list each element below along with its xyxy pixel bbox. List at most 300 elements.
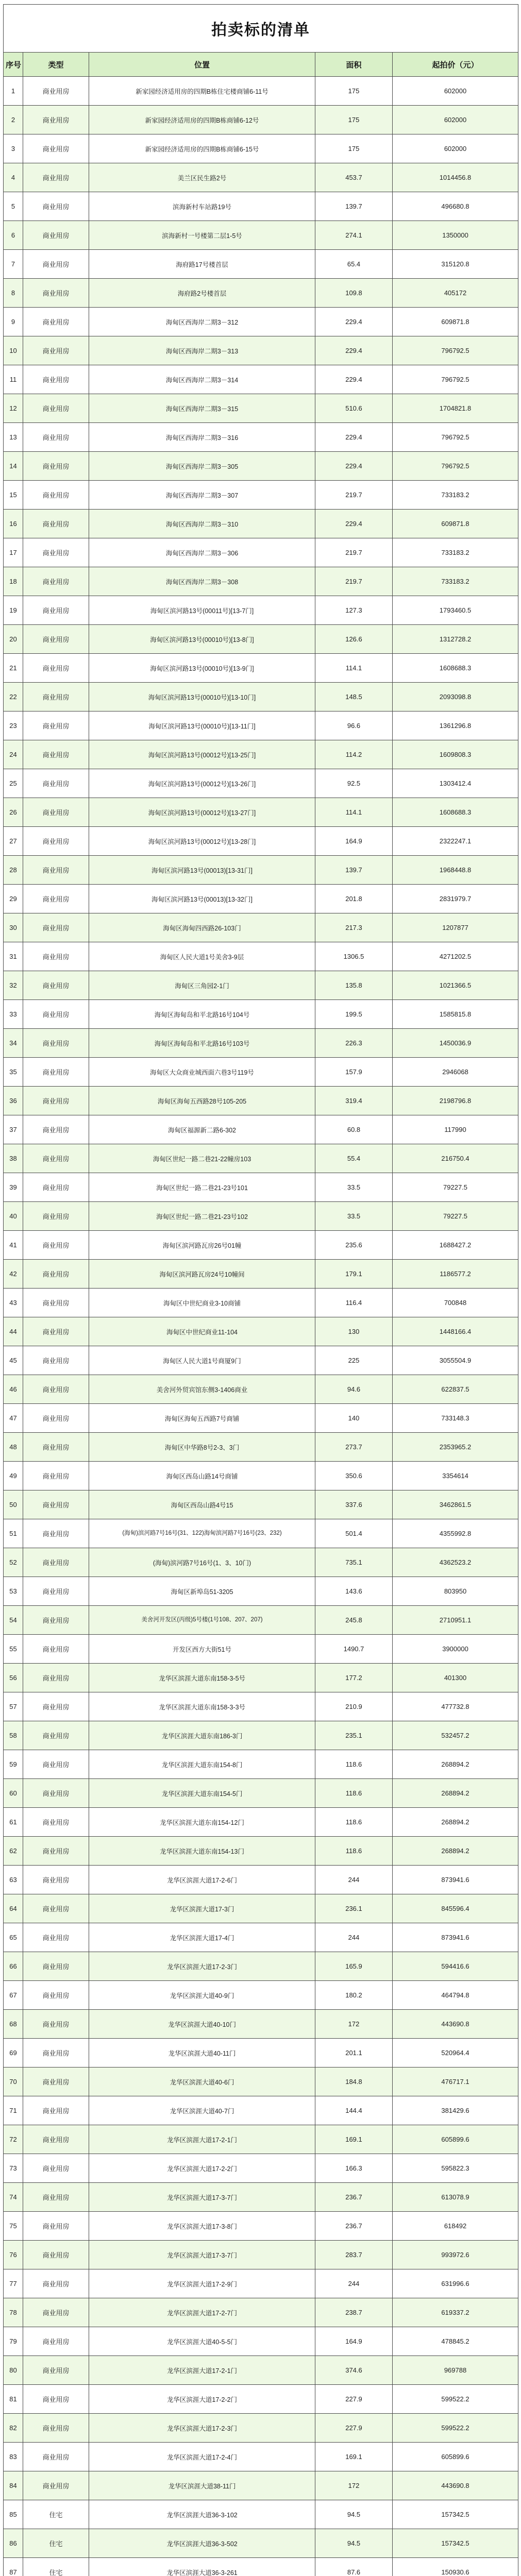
cell-location: 海甸区滨河路13号(00012号)[13-26门] [89, 769, 315, 798]
cell-type: 商业用房 [23, 1462, 89, 1490]
cell-location: 海甸区滨河路13号(00011号)[13-7门] [89, 596, 315, 625]
cell-no: 64 [4, 1894, 23, 1923]
cell-price: 2353965.2 [393, 1433, 518, 1462]
cell-no: 77 [4, 2269, 23, 2298]
table-row [4, 711, 518, 740]
table-row [4, 2414, 518, 2443]
cell-area: 244 [315, 1923, 393, 1952]
cell-area: 273.7 [315, 1433, 393, 1462]
cell-location: 海甸区福源新二路6-302 [89, 1115, 315, 1144]
cell-type: 商业用房 [23, 1058, 89, 1087]
cell-location: 海甸区中华路8号2-3、3门 [89, 1433, 315, 1462]
cell-type: 商业用房 [23, 365, 89, 394]
cell-location: 美舍河外贸宾馆东侧3-1406商业 [89, 1375, 315, 1404]
cell-price: 796792.5 [393, 336, 518, 365]
cell-type: 商业用房 [23, 1837, 89, 1866]
cell-type: 住宅 [23, 2558, 89, 2576]
cell-location: 龙华区滨涯大道36-3-261 [89, 2558, 315, 2576]
cell-no: 41 [4, 1231, 23, 1260]
cell-type: 商业用房 [23, 1577, 89, 1606]
cell-no: 50 [4, 1490, 23, 1519]
cell-no: 13 [4, 423, 23, 452]
table-row [4, 2010, 518, 2039]
cell-no: 18 [4, 567, 23, 596]
cell-area: 236.7 [315, 2212, 393, 2241]
table-row [4, 2039, 518, 2067]
cell-location: 龙华区滨涯大道17-2-2门 [89, 2385, 315, 2414]
table-row [4, 1260, 518, 1289]
cell-area: 33.5 [315, 1202, 393, 1231]
cell-location: 龙华区滨涯大道17-2-3门 [89, 2414, 315, 2443]
cell-location: 海甸区海甸五西路7号商铺 [89, 1404, 315, 1433]
cell-type: 商业用房 [23, 2241, 89, 2269]
cell-location: 龙华区滨涯大道17-2-7门 [89, 2298, 315, 2327]
table-row [4, 1981, 518, 2010]
cell-no: 24 [4, 740, 23, 769]
cell-area: 219.7 [315, 538, 393, 567]
cell-price: 602000 [393, 134, 518, 163]
cell-area: 201.1 [315, 2039, 393, 2067]
cell-location: 龙华区滨涯大道40-6门 [89, 2067, 315, 2096]
cell-type: 商业用房 [23, 1981, 89, 2010]
cell-no: 72 [4, 2125, 23, 2154]
cell-price: 2710951.1 [393, 1606, 518, 1635]
cell-location: 龙华区滨涯大道东南154-8门 [89, 1750, 315, 1779]
cell-area: 175 [315, 77, 393, 106]
cell-price: 315120.8 [393, 250, 518, 279]
cell-price: 873941.6 [393, 1866, 518, 1894]
cell-area: 235.6 [315, 1231, 393, 1260]
cell-type: 商业用房 [23, 279, 89, 308]
table-row [4, 885, 518, 913]
cell-price: 622837.5 [393, 1375, 518, 1404]
table-row [4, 798, 518, 827]
cell-no: 66 [4, 1952, 23, 1981]
cell-no: 14 [4, 452, 23, 481]
cell-area: 143.6 [315, 1577, 393, 1606]
table-row [4, 1317, 518, 1346]
cell-location: 龙华区滨涯大道东南154-12门 [89, 1808, 315, 1837]
cell-area: 374.6 [315, 2356, 393, 2385]
table-row [4, 2154, 518, 2183]
cell-no: 46 [4, 1375, 23, 1404]
cell-price: 605899.6 [393, 2443, 518, 2471]
cell-type: 商业用房 [23, 856, 89, 885]
cell-location: 海甸区世纪一路二巷21-22幢房103 [89, 1144, 315, 1173]
cell-location: 龙华区滨涯大道东南154-5门 [89, 1779, 315, 1808]
table-row [4, 1606, 518, 1635]
cell-location: 海甸区西海岸二期3－316 [89, 423, 315, 452]
cell-no: 68 [4, 2010, 23, 2039]
table-row [4, 1462, 518, 1490]
cell-price: 619337.2 [393, 2298, 518, 2327]
cell-type: 商业用房 [23, 2125, 89, 2154]
cell-type: 商业用房 [23, 942, 89, 971]
table-row [4, 481, 518, 510]
cell-type: 商业用房 [23, 2183, 89, 2212]
cell-price: 602000 [393, 77, 518, 106]
cell-price: 1312728.2 [393, 625, 518, 654]
cell-area: 1490.7 [315, 1635, 393, 1664]
table-row [4, 279, 518, 308]
cell-price: 803950 [393, 1577, 518, 1606]
table-row [4, 1750, 518, 1779]
cell-no: 6 [4, 221, 23, 250]
cell-no: 34 [4, 1029, 23, 1058]
cell-area: 217.3 [315, 913, 393, 942]
cell-price: 157342.5 [393, 2529, 518, 2558]
cell-area: 177.2 [315, 1664, 393, 1692]
cell-no: 8 [4, 279, 23, 308]
cell-no: 54 [4, 1606, 23, 1635]
cell-location: 龙华区滨涯大道17-2-9门 [89, 2269, 315, 2298]
cell-location: 海甸区西海岸二期3－314 [89, 365, 315, 394]
cell-area: 201.8 [315, 885, 393, 913]
cell-no: 84 [4, 2471, 23, 2500]
cell-type: 商业用房 [23, 1433, 89, 1462]
table-row [4, 2269, 518, 2298]
cell-location: 滨海新村一号楼第二层1-5号 [89, 221, 315, 250]
cell-type: 商业用房 [23, 1606, 89, 1635]
cell-location: 龙华区滨涯大道17-3-7门 [89, 2183, 315, 2212]
cell-no: 44 [4, 1317, 23, 1346]
cell-no: 79 [4, 2327, 23, 2356]
cell-no: 30 [4, 913, 23, 942]
cell-area: 210.9 [315, 1692, 393, 1721]
table-row [4, 1721, 518, 1750]
cell-type: 商业用房 [23, 798, 89, 827]
cell-price: 117990 [393, 1115, 518, 1144]
table-row [4, 769, 518, 798]
table-row [4, 1202, 518, 1231]
cell-price: 1450036.9 [393, 1029, 518, 1058]
table-row [4, 971, 518, 1000]
cell-price: 613078.9 [393, 2183, 518, 2212]
cell-no: 23 [4, 711, 23, 740]
cell-location: 海府路2号楼首层 [89, 279, 315, 308]
table-row [4, 2471, 518, 2500]
cell-price: 595822.3 [393, 2154, 518, 2183]
cell-area: 114.1 [315, 798, 393, 827]
cell-area: 510.6 [315, 394, 393, 423]
cell-area: 96.6 [315, 711, 393, 740]
cell-location: 龙华区滨涯大道东南154-13门 [89, 1837, 315, 1866]
cell-price: 733183.2 [393, 538, 518, 567]
cell-type: 商业用房 [23, 1750, 89, 1779]
cell-area: 165.9 [315, 1952, 393, 1981]
cell-area: 236.7 [315, 2183, 393, 2212]
cell-area: 236.1 [315, 1894, 393, 1923]
table-row [4, 1779, 518, 1808]
table-row [4, 942, 518, 971]
cell-type: 商业用房 [23, 1635, 89, 1664]
cell-price: 405172 [393, 279, 518, 308]
cell-type: 商业用房 [23, 1289, 89, 1317]
cell-location: 海甸区海甸岛和平北路16号103号 [89, 1029, 315, 1058]
cell-area: 166.3 [315, 2154, 393, 2183]
cell-price: 496680.8 [393, 192, 518, 221]
table-row [4, 1404, 518, 1433]
cell-location: (海甸)滨河路7号16号(31、122)海甸滨河路7号16号(23、232) [89, 1519, 315, 1548]
table-row [4, 1058, 518, 1087]
cell-type: 商业用房 [23, 481, 89, 510]
header-area: 面积 [315, 53, 393, 77]
table-row [4, 221, 518, 250]
table-row [4, 740, 518, 769]
cell-no: 83 [4, 2443, 23, 2471]
cell-no: 47 [4, 1404, 23, 1433]
cell-area: 164.9 [315, 2327, 393, 2356]
cell-location: 海甸区滨河路13号(00012号)[13-27门] [89, 798, 315, 827]
cell-area: 116.4 [315, 1289, 393, 1317]
cell-price: 3354614 [393, 1462, 518, 1490]
cell-no: 11 [4, 365, 23, 394]
cell-location: 海甸区中世纪商业3-10商铺 [89, 1289, 315, 1317]
table-row [4, 1289, 518, 1317]
cell-no: 25 [4, 769, 23, 798]
cell-no: 45 [4, 1346, 23, 1375]
cell-type: 商业用房 [23, 1808, 89, 1837]
cell-location: 龙华区滨涯大道40-7门 [89, 2096, 315, 2125]
cell-area: 139.7 [315, 192, 393, 221]
cell-no: 12 [4, 394, 23, 423]
cell-no: 31 [4, 942, 23, 971]
cell-type: 商业用房 [23, 1952, 89, 1981]
cell-type: 商业用房 [23, 1894, 89, 1923]
cell-type: 商业用房 [23, 827, 89, 856]
table-row [4, 1000, 518, 1029]
cell-no: 59 [4, 1750, 23, 1779]
cell-area: 350.6 [315, 1462, 393, 1490]
cell-type: 商业用房 [23, 77, 89, 106]
cell-no: 16 [4, 510, 23, 538]
table-row [4, 596, 518, 625]
cell-price: 609871.8 [393, 510, 518, 538]
cell-price: 733183.2 [393, 481, 518, 510]
cell-no: 36 [4, 1087, 23, 1115]
cell-no: 69 [4, 2039, 23, 2067]
cell-location: 海甸区西海岸二期3－305 [89, 452, 315, 481]
cell-area: 169.1 [315, 2443, 393, 2471]
cell-no: 17 [4, 538, 23, 567]
cell-no: 43 [4, 1289, 23, 1317]
cell-no: 21 [4, 654, 23, 683]
cell-location: 龙华区滨涯大道40-11门 [89, 2039, 315, 2067]
cell-area: 229.4 [315, 336, 393, 365]
cell-area: 157.9 [315, 1058, 393, 1087]
cell-price: 464794.8 [393, 1981, 518, 2010]
cell-type: 商业用房 [23, 1260, 89, 1289]
cell-type: 商业用房 [23, 885, 89, 913]
cell-price: 443690.8 [393, 2010, 518, 2039]
cell-location: 龙华区滨涯大道17-2-1门 [89, 2125, 315, 2154]
cell-price: 532457.2 [393, 1721, 518, 1750]
cell-location: 海甸区滨河路13号(00010号)[13-9门] [89, 654, 315, 683]
cell-no: 75 [4, 2212, 23, 2241]
cell-location: 龙华区滨涯大道36-3-502 [89, 2529, 315, 2558]
header-price: 起拍价（元） [393, 53, 518, 77]
cell-location: 海甸区世纪一路二巷21-23号102 [89, 1202, 315, 1231]
cell-location: (海甸)滨河路7号16号(1、3、10门) [89, 1548, 315, 1577]
cell-location: 龙华区滨涯大道17-2-6门 [89, 1866, 315, 1894]
table-row [4, 1837, 518, 1866]
cell-area: 226.3 [315, 1029, 393, 1058]
cell-location: 美兰区民生路2号 [89, 163, 315, 192]
cell-no: 15 [4, 481, 23, 510]
cell-location: 龙华区滨涯大道17-3-7门 [89, 2241, 315, 2269]
cell-type: 商业用房 [23, 1375, 89, 1404]
cell-price: 478845.2 [393, 2327, 518, 2356]
cell-price: 609871.8 [393, 308, 518, 336]
cell-price: 993972.6 [393, 2241, 518, 2269]
table-row [4, 1490, 518, 1519]
cell-type: 商业用房 [23, 1721, 89, 1750]
cell-area: 94.5 [315, 2529, 393, 2558]
cell-no: 74 [4, 2183, 23, 2212]
cell-location: 海甸区大众商业城西面六巷3号119号 [89, 1058, 315, 1087]
cell-price: 2322247.1 [393, 827, 518, 856]
table-row [4, 1635, 518, 1664]
cell-location: 龙华区滨涯大道36-3-102 [89, 2500, 315, 2529]
cell-price: 796792.5 [393, 365, 518, 394]
cell-price: 2946068 [393, 1058, 518, 1087]
cell-area: 126.6 [315, 625, 393, 654]
cell-location: 海甸区人民大道1号商厦9门 [89, 1346, 315, 1375]
cell-no: 57 [4, 1692, 23, 1721]
table-row [4, 394, 518, 423]
cell-price: 4362523.2 [393, 1548, 518, 1577]
cell-type: 商业用房 [23, 2039, 89, 2067]
cell-area: 274.1 [315, 221, 393, 250]
cell-price: 268894.2 [393, 1750, 518, 1779]
cell-price: 381429.6 [393, 2096, 518, 2125]
cell-type: 商业用房 [23, 1000, 89, 1029]
table-row [4, 1173, 518, 1202]
cell-no: 82 [4, 2414, 23, 2443]
cell-location: 美舍河开发区(丙级)5号楼(1号108、207、207) [89, 1606, 315, 1635]
table-row [4, 538, 518, 567]
cell-type: 商业用房 [23, 2356, 89, 2385]
cell-no: 55 [4, 1635, 23, 1664]
table-row [4, 654, 518, 683]
header-location: 位置 [89, 53, 315, 77]
header-row [4, 53, 518, 77]
cell-no: 37 [4, 1115, 23, 1144]
cell-no: 73 [4, 2154, 23, 2183]
table-row [4, 1231, 518, 1260]
cell-no: 35 [4, 1058, 23, 1087]
table-row [4, 856, 518, 885]
cell-location: 海甸区海甸四西路26-103门 [89, 913, 315, 942]
cell-price: 1609808.3 [393, 740, 518, 769]
cell-location: 海甸区西岛山路14号商铺 [89, 1462, 315, 1490]
cell-type: 商业用房 [23, 711, 89, 740]
cell-location: 龙华区滨涯大道40-5-5门 [89, 2327, 315, 2356]
cell-area: 144.4 [315, 2096, 393, 2125]
cell-area: 319.4 [315, 1087, 393, 1115]
cell-no: 20 [4, 625, 23, 654]
table-row [4, 625, 518, 654]
table-row [4, 365, 518, 394]
cell-price: 2093098.8 [393, 683, 518, 711]
cell-price: 1350000 [393, 221, 518, 250]
cell-no: 62 [4, 1837, 23, 1866]
cell-price: 631996.6 [393, 2269, 518, 2298]
cell-no: 2 [4, 106, 23, 134]
cell-price: 216750.4 [393, 1144, 518, 1173]
cell-price: 3055504.9 [393, 1346, 518, 1375]
table-row [4, 163, 518, 192]
cell-area: 283.7 [315, 2241, 393, 2269]
table-row [4, 2558, 518, 2576]
cell-location: 海甸区滨河路瓦房26号01幢 [89, 1231, 315, 1260]
cell-price: 599522.2 [393, 2414, 518, 2443]
cell-location: 海甸区西海岸二期3－313 [89, 336, 315, 365]
cell-location: 开发区西方大街51号 [89, 1635, 315, 1664]
cell-area: 60.8 [315, 1115, 393, 1144]
cell-area: 229.4 [315, 365, 393, 394]
cell-location: 海府路17号楼首层 [89, 250, 315, 279]
cell-area: 227.9 [315, 2414, 393, 2443]
cell-no: 7 [4, 250, 23, 279]
table-row [4, 1144, 518, 1173]
table-row [4, 2385, 518, 2414]
cell-price: 1021366.5 [393, 971, 518, 1000]
cell-location: 海甸区滨河路13号(00010号)[13-10门] [89, 683, 315, 711]
cell-location: 海甸区人民大道1号美舍3-9层 [89, 942, 315, 971]
cell-price: 477732.8 [393, 1692, 518, 1721]
cell-no: 1 [4, 77, 23, 106]
cell-price: 520964.4 [393, 2039, 518, 2067]
table-row [4, 308, 518, 336]
cell-no: 80 [4, 2356, 23, 2385]
cell-no: 65 [4, 1923, 23, 1952]
cell-location: 海甸区新埠岛51-3205 [89, 1577, 315, 1606]
cell-type: 商业用房 [23, 1779, 89, 1808]
cell-location: 新家园经济适用房的四期B栋商铺6-15号 [89, 134, 315, 163]
table-row [4, 510, 518, 538]
cell-type: 商业用房 [23, 134, 89, 163]
cell-no: 38 [4, 1144, 23, 1173]
cell-type: 商业用房 [23, 192, 89, 221]
cell-no: 3 [4, 134, 23, 163]
header-type: 类型 [23, 53, 89, 77]
cell-location: 海甸区滨河路13号(00012号)[13-25门] [89, 740, 315, 769]
cell-area: 175 [315, 106, 393, 134]
table-row [4, 1577, 518, 1606]
table-row [4, 77, 518, 106]
cell-price: 1303412.4 [393, 769, 518, 798]
cell-no: 27 [4, 827, 23, 856]
cell-area: 735.1 [315, 1548, 393, 1577]
cell-type: 商业用房 [23, 1202, 89, 1231]
cell-location: 龙华区滨涯大道40-10门 [89, 2010, 315, 2039]
cell-area: 172 [315, 2471, 393, 2500]
cell-location: 新家园经济适用房的四期B栋商铺6-12号 [89, 106, 315, 134]
cell-area: 245.8 [315, 1606, 393, 1635]
cell-location: 海甸区滨河路瓦房24号10幢间 [89, 1260, 315, 1289]
table-row [4, 1923, 518, 1952]
cell-location: 龙华区滨涯大道17-2-1门 [89, 2356, 315, 2385]
cell-type: 商业用房 [23, 1490, 89, 1519]
table-row [4, 336, 518, 365]
cell-type: 商业用房 [23, 452, 89, 481]
cell-no: 76 [4, 2241, 23, 2269]
cell-location: 新家园经济适用房的四期B栋住宅楼商铺6-11号 [89, 77, 315, 106]
cell-price: 1186577.2 [393, 1260, 518, 1289]
cell-price: 733148.3 [393, 1404, 518, 1433]
cell-location: 海甸区西海岸二期3－315 [89, 394, 315, 423]
